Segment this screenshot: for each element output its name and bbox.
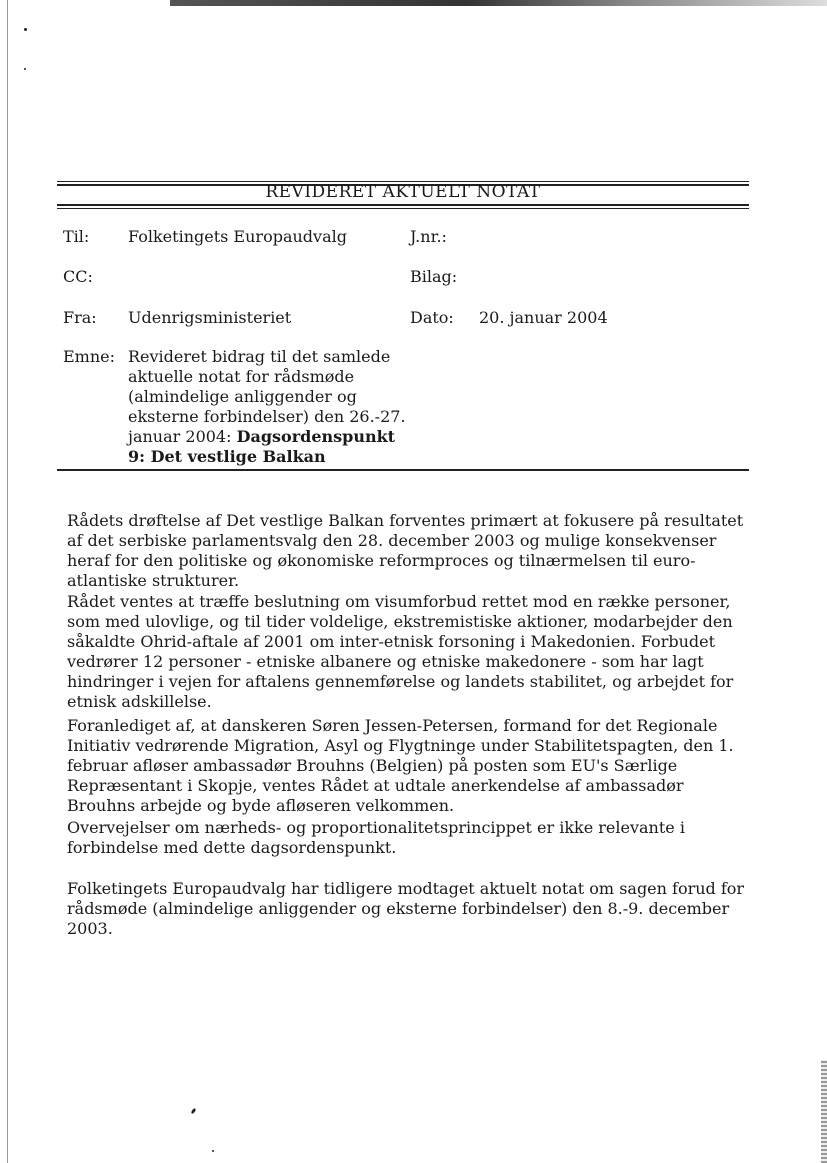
scan-speck (191, 1108, 197, 1115)
scan-edge-top (170, 0, 827, 6)
scan-speck (212, 1150, 214, 1152)
paragraph-2: Rådet ventes at træffe beslutning om visumforbud rettet mod en række personer, som med ulovlige, og til tider voldelige, ekstremistiske aktioner, modarbejder den såkaldte Ohrid-aftale af 2001 om inter-etnisk forsoning i Makedonien. Forbudet vedrører 12 personer - etniske albanere og etniske makedonere - som har lagt hindringer i vejen for aftalens gennemførelse og landets stabilitet, og arbejdet for etnisk adskillelse. (67, 592, 734, 711)
header-rule-bottom (57, 204, 749, 206)
meta-rule-bottom (57, 469, 749, 471)
emne-bold-text: Dagsordenspunkt 9: Det vestlige Balkan (128, 427, 396, 466)
til-label: Til: (63, 227, 90, 246)
emne-text: Revideret bidrag til det samlede aktuelle notat for rådsmøde (almindelige anliggender og eksterne forbindelser) den 26.-27. januar 2004: (128, 347, 406, 446)
emne-value (128, 347, 408, 467)
jnr-label: J.nr.: (410, 227, 447, 246)
header-rule-bottom-thin (57, 208, 749, 209)
scan-edge-right (821, 1060, 827, 1163)
dato-value: 20. januar 2004 (479, 308, 608, 327)
dato-label: Dato: (410, 308, 454, 327)
scan-speck (24, 68, 26, 70)
paragraph-1: Rådets drøftelse af Det vestlige Balkan forventes primært at fokusere på resultatet af det serbiske parlamentsvalg den 28. december 2003 og mulige konsekvenser heraf for den politiske og økonomiske reformproces og tilnærmelsen til euro-atlantiske strukturer. (67, 511, 744, 590)
paragraph-5: Folketingets Europaudvalg har tidligere modtaget aktuelt notat om sagen forud for rådsmøde (almindelige anliggender og eksterne forbindelser) den 8.-9. december 2003. (67, 879, 745, 938)
scan-speck (24, 28, 27, 31)
emne-label: Emne: (63, 347, 116, 366)
paragraph-4: Overvejelser om nærheds- og proportionalitetsprincippet er ikke relevante i forbindelse med dette dagsordenspunkt. (67, 818, 685, 857)
document-title: REVIDERET AKTUELT NOTAT (265, 182, 541, 202)
paragraph-3: Foranlediget af, at danskeren Søren Jessen-Petersen, formand for det Regionale Initiativ vedrørende Migration, Asyl og Flygtninge under Stabilitetspagten, den 1. februar afløser ambassadør Brouhns (Belgien) på posten som EU's Særlige Repræsentant i Skopje, ventes Rådet at udtale anerkendelse af ambassadør Brouhns arbejde og byde afløseren velkommen. (67, 716, 734, 815)
bilag-label: Bilag: (410, 267, 458, 286)
fra-value: Udenrigsministeriet (128, 308, 292, 327)
fra-label: Fra: (63, 308, 97, 327)
cc-label: CC: (63, 267, 93, 286)
scan-edge-left (7, 0, 8, 1163)
til-value: Folketingets Europaudvalg (128, 227, 347, 246)
